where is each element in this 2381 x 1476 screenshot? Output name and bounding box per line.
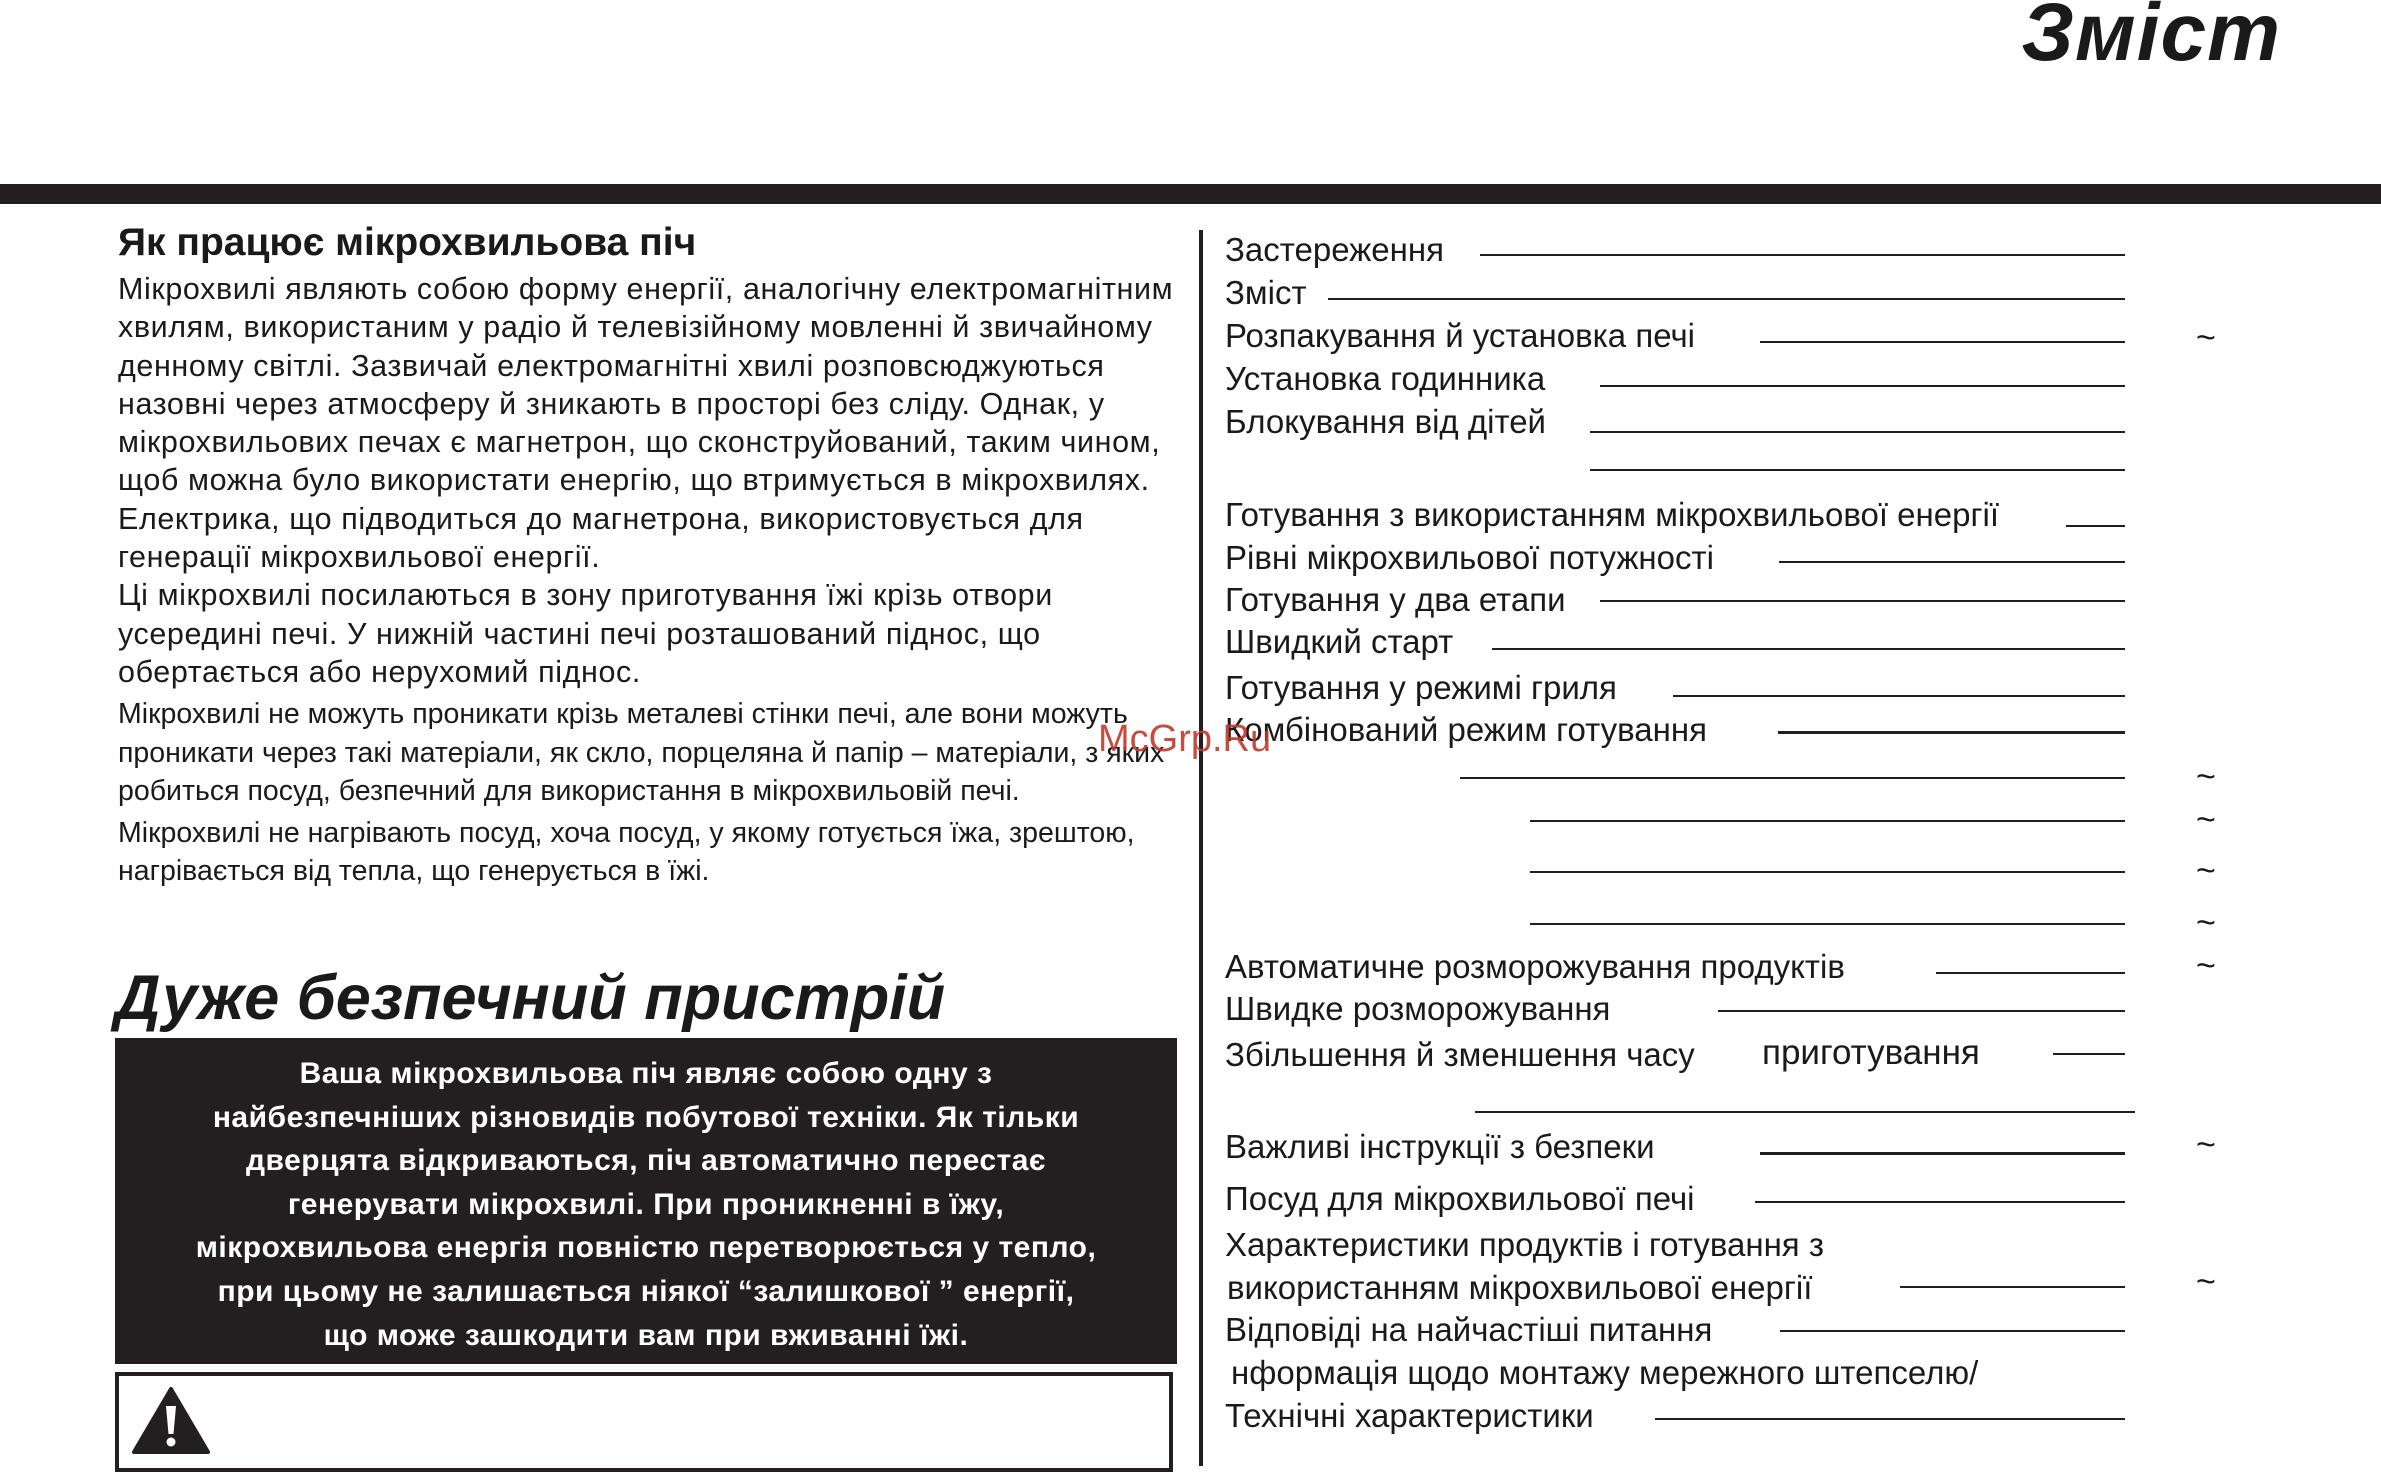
toc-item-grill: Готування у режимі гриля: [1225, 669, 1617, 706]
safety-notice-box: [115, 1038, 1177, 1364]
toc-item-contents: Зміст: [1225, 274, 1307, 311]
toc-item-child-lock: Блокування від дітей: [1225, 403, 1546, 440]
toc-range-mark: ~: [2196, 319, 2216, 357]
safety-line: генерувати мікрохвилі. При проникненні в їжу,: [287, 1187, 1005, 1221]
toc-item-food-characteristics-cont: використанням мікрохвильової енергії: [1227, 1269, 1813, 1306]
toc-item-specifications: Технічні характеристики: [1225, 1397, 1594, 1434]
toc-leader: [1328, 298, 2125, 300]
toc-range-mark: ~: [2196, 1263, 2216, 1301]
intro-section: [118, 218, 1193, 891]
toc-leader: [1778, 731, 2125, 734]
toc-range-mark: ~: [2196, 852, 2216, 890]
toc-item-safety-instructions: Важливі інструкції з безпеки: [1225, 1128, 1655, 1165]
toc-leader: [1492, 648, 2125, 650]
warning-triangle-icon: [131, 1386, 211, 1456]
intro-heading: Як працює мікрохвильова піч: [118, 221, 697, 264]
toc-leader: [1755, 1201, 2125, 1203]
toc-item-quick-defrost: Швидке розморожування: [1225, 990, 1611, 1027]
toc-leader: [1760, 341, 2125, 343]
intro-paragraph-4: Мікрохвилі не нагрівають посуд, хоча посуд, у якому готується їжа, зрештою, нагрівається від тепла, що генерується в їжі.: [118, 817, 1135, 888]
toc-leader: [1460, 777, 2125, 779]
safety-line: Ваша мікрохвильова піч являє собою одну з: [299, 1057, 993, 1090]
toc-item-microwave-cooking: Готування з використанням мікрохвильової енергії: [1225, 496, 1999, 533]
toc-range-mark: ~: [2196, 1126, 2216, 1164]
watermark: McGrp.Ru: [1098, 718, 1272, 760]
toc-leader: [1760, 1152, 2125, 1155]
toc-leader: [1600, 385, 2125, 387]
intro-paragraph-1: Мікрохвилі являють собою форму енергії, аналогічну електромагнітним хвилям, використаним у радіо й телевізійному мовленні й звичайному денному світлі. Зазвичай електромагнітні хвилі розповсюджуються назовні через атмосферу й зникають в просторі без сліду. Однак, у мікрохвильових печах є магнетрон, що сконструйований, таким чином, щоб можна було використати енергію, що втримується в мікрохвилях. Електрика, що підводиться до магнетрона, використовується для генерації мікрохвильової енергії.: [118, 272, 1174, 575]
toc-item-two-stage: Готування у два етапи: [1225, 581, 1566, 618]
safety-line: найбезпечніших різновидів побутової техніки. Як тільки: [212, 1100, 1080, 1134]
toc-item-power-levels: Рівні мікрохвильової потужності: [1225, 539, 1714, 576]
safety-heading: Дуже безпечний пристрій: [115, 963, 946, 1033]
toc-item-unpacking: Розпакування й установка печі: [1225, 317, 1695, 354]
toc-leader: [1779, 561, 2125, 563]
toc-item-food-characteristics: Характеристики продуктів і готування з: [1225, 1226, 1824, 1263]
toc-item-cookware: Посуд для мікрохвильової печі: [1225, 1180, 1695, 1217]
warning-box: [115, 1372, 1173, 1472]
toc-leader: [1590, 431, 2125, 433]
intro-paragraph-3: Мікрохвилі не можуть проникати крізь металеві стінки печі, але вони можуть проникати через такі матеріали, як скло, порцеляна й папір – матеріали, з яких робиться посуд, безпечний для використання в мікрохвильовій печі.: [118, 698, 1165, 807]
toc-item-combined: Комбінований режим готування: [1225, 711, 1707, 748]
toc-item-quick-start: Швидкий старт: [1225, 623, 1454, 660]
toc-leader: [1780, 1330, 2125, 1332]
toc-item-plug-info: нформація щодо монтажу мережного штепселю/: [1231, 1354, 1979, 1391]
toc-leader: [1475, 1111, 2135, 1113]
toc-range-mark: ~: [2196, 758, 2216, 796]
page-title: Зміст: [2021, 0, 2281, 78]
toc-leader: [1936, 972, 2125, 974]
toc-leader: [1673, 695, 2125, 697]
toc-item-auto-defrost: Автоматичне розморожування продуктів: [1225, 948, 1845, 985]
safety-line: мікрохвильова енергія повністю перетворюється у тепло,: [195, 1231, 1097, 1265]
toc-leader: [1655, 1418, 2125, 1420]
toc-leader: [1480, 254, 2125, 256]
toc-leader: [1900, 1286, 2125, 1288]
toc-leader: [1530, 820, 2125, 822]
toc-range-mark: ~: [2196, 801, 2216, 839]
toc-leader: [2053, 1053, 2125, 1055]
toc-leader: [1718, 1010, 2125, 1012]
toc-item-time-adjust: Збільшення й зменшення часу: [1225, 1036, 1695, 1073]
toc-item-clock: Установка годинника: [1225, 360, 1546, 397]
toc-item-precautions: Застереження: [1225, 231, 1444, 268]
toc-leader: [1530, 923, 2125, 925]
toc-leader: [1590, 469, 2125, 471]
toc-range-mark: ~: [2196, 904, 2216, 942]
toc-leader: [1600, 600, 2125, 602]
toc-item-faq: Відповіді на найчастіші питання: [1225, 1311, 1713, 1348]
toc-range-mark: ~: [2196, 947, 2216, 985]
safety-line: при цьому не залишається ніякої “залишкової ” енергії,: [217, 1274, 1075, 1308]
safety-line: дверцята відкриваються, піч автоматично перестає: [246, 1144, 1046, 1178]
toc-leader: [1530, 871, 2125, 873]
header-rule: [0, 184, 2381, 204]
toc-item-time-adjust-cont: приготування: [1762, 1033, 1980, 1072]
toc-leader: [2066, 525, 2125, 527]
safety-line: що може зашкодити вам при вживанні їжі.: [323, 1318, 969, 1352]
column-divider: [1199, 230, 1203, 1466]
intro-paragraph-2: Ці мікрохвилі посилаються в зону приготування їжі крізь отвори усередині печі. У нижній частині печі розташований піднос, що обертається або нерухомий піднос.: [118, 578, 1053, 689]
